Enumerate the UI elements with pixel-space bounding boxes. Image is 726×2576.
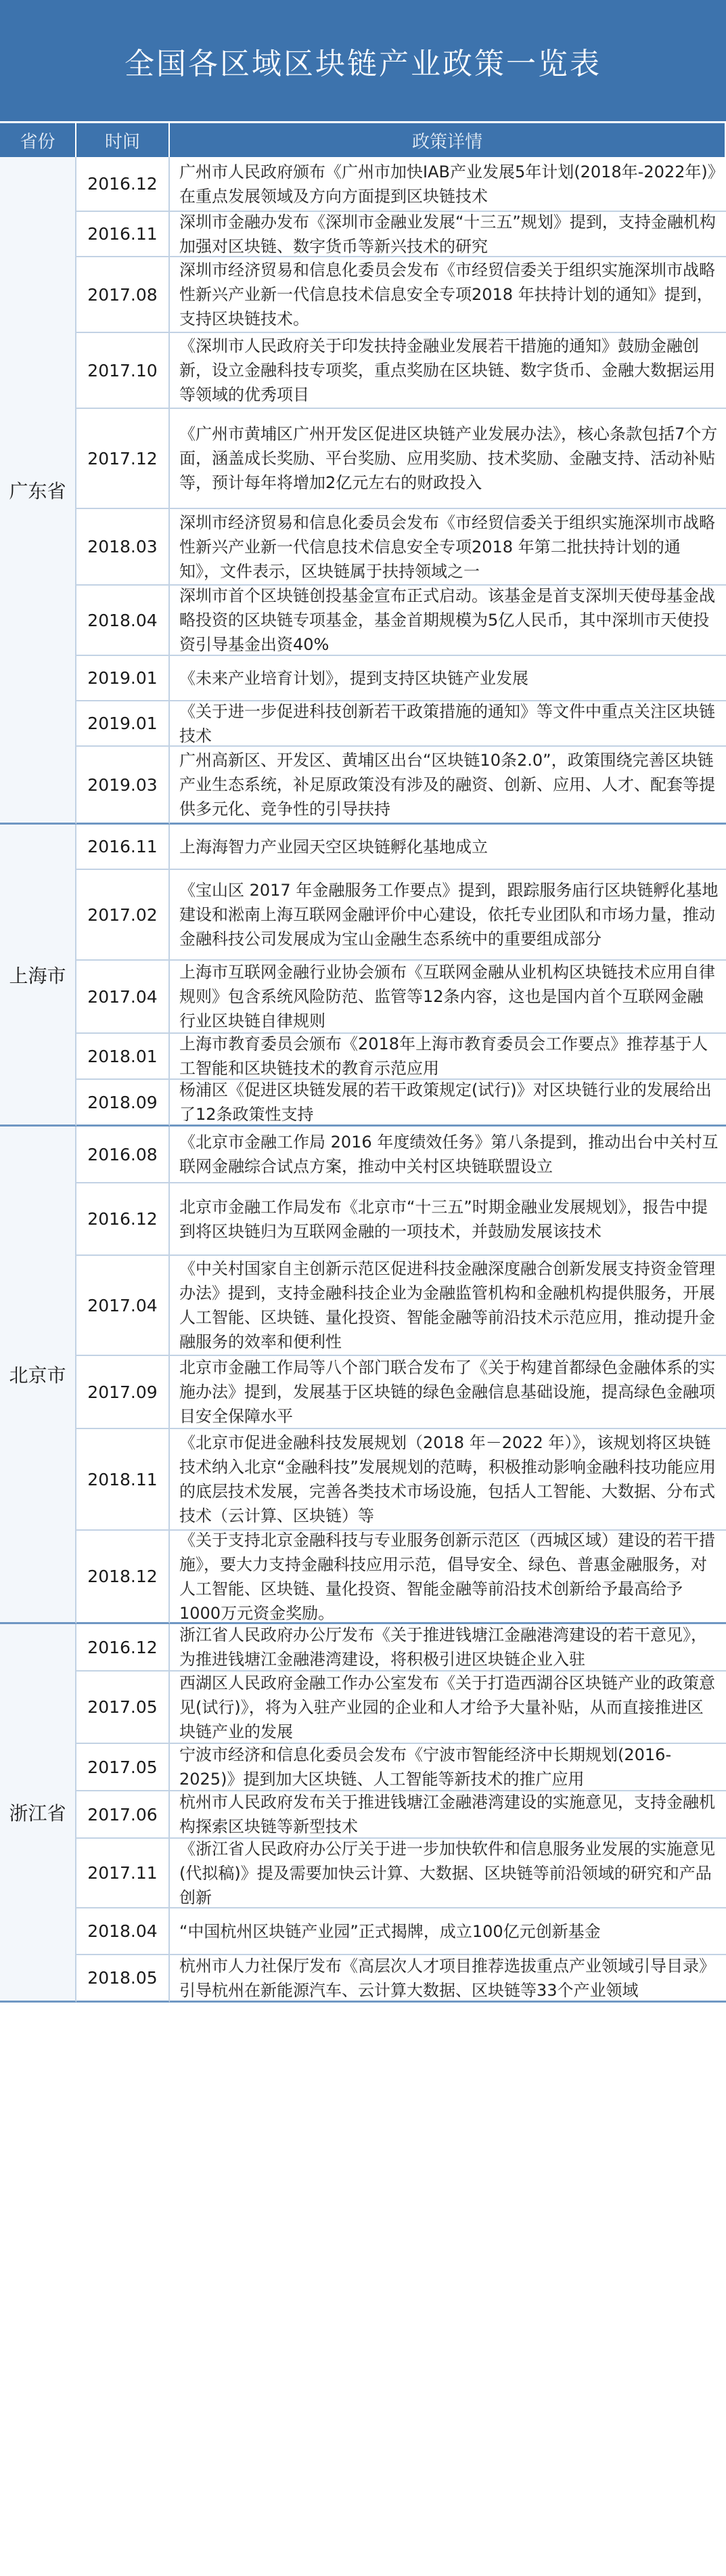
policy-detail-cell	[170, 701, 726, 747]
date-cell: 2017.12	[76, 409, 170, 509]
date-cell: 2016.12	[76, 157, 170, 212]
policy-detail-text: 《深圳市人民政府关于印发扶持金融业发展若干措施的通知》鼓励金融创新，设立金融科技专项奖，重点奖励在区块链、数字货币、金融大数据运用等领域的优秀项目	[179, 336, 715, 404]
date-cell: 2016.08	[76, 1127, 170, 1183]
date-cell: 2018.04	[76, 1908, 170, 1955]
policy-detail-text: “中国杭州区块链产业园”正式揭牌，成立100亿元创新基金	[179, 1921, 601, 1941]
policy-detail-cell	[170, 1791, 726, 1839]
date-cell: 2017.08	[76, 257, 170, 333]
date-cell: 2016.12	[76, 1183, 170, 1256]
policy-detail-text: 广州市人民政府颁布《广州市加快IAB产业发展5年计划(2018年-2022年)》在重点发展领域及方向方面提到区块链技术	[179, 162, 716, 206]
date-cell: 2017.04	[76, 1256, 170, 1356]
policy-detail-cell	[170, 1839, 726, 1908]
policy-detail-text: 《北京市金融工作局 2016 年度绩效任务》第八条提到，推动出台中关村互联网金融综合试点方案，推动中关村区块链联盟设立	[179, 1133, 719, 1176]
policy-detail-text: 《中关村国家自主创新示范区促进科技金融深度融合创新发展支持资金管理办法》提到，支持金融科技企业为金融监管机构和金融机构提供服务，开展人工智能、区块链、量化投资、智能金融等前沿技术示范应用，推动提升金融服务的效率和便利性	[179, 1259, 715, 1351]
policy-detail-text: 《关于进一步促进科技创新若干政策措施的通知》等文件中重点关注区块链技术	[179, 701, 715, 745]
date-cell: 2017.11	[76, 1839, 170, 1908]
policy-detail-text: 《宝山区 2017 年金融服务工作要点》提到，跟踪服务庙行区块链孵化基地建设和淞南上海互联网金融评价中心建设，依托专业团队和市场力量，推动金融科技公司发展成为宝山金融生态系统中的重要组成部分	[179, 881, 719, 948]
policy-detail-text: 深圳市首个区块链创投基金宣布正式启动。该基金是首支深圳天使母基金战略投资的区块链专项基金，基金首期规模为5亿人民币，其中深圳市天使投资引导基金出资40%	[179, 586, 715, 654]
policy-detail-text: 《北京市促进金融科技发展规划（2018 年－2022 年）》，该规划将区块链技术纳入北京“金融科技”发展规划的范畴，积极推动影响金融科技功能应用的底层技术发展，完善各类技术市场设施，包括人工智能、大数据、分布式技术（云计算、区块链）等	[179, 1433, 716, 1525]
policy-detail-text: 广州高新区、开发区、黄埔区出台“区块链10条2.0”，政策围绕完善区块链产业生态系统，补足原政策没有涉及的融资、创新、应用、人才、配套等提供多元化、竞争性的引导扶持	[179, 751, 715, 818]
date-cell: 2017.09	[76, 1356, 170, 1429]
date-cell: 2018.11	[76, 1429, 170, 1531]
policy-detail-text: 杭州市人民政府发布关于推进钱塘江金融港湾建设的实施意见，支持金融机构探索区块链等新型技术	[179, 1793, 715, 1836]
policy-detail-text: 杭州市人力社保厅发布《高层次人才项目推荐选拔重点产业领域引导目录》引导杭州在新能源汽车、云计算大数据、区块链等33个产业领域	[179, 1956, 715, 2000]
policy-detail-text: 上海市互联网金融行业协会颁布《互联网金融从业机构区块链技术应用自律规则》包含系统风险防范、监管等12条内容，这也是国内首个互联网金融行业区块链自律规则	[179, 963, 715, 1030]
policy-detail-text: 北京市金融工作局等八个部门联合发布了《关于构建首都绿色金融体系的实施办法》提到，发展基于区块链的绿色金融信息基础设施，提高绿色金融项目安全保障水平	[179, 1358, 715, 1426]
date-cell: 2019.01	[76, 701, 170, 747]
date-cell: 2017.04	[76, 961, 170, 1034]
policy-detail-cell	[170, 747, 726, 825]
policy-detail-cell	[170, 586, 726, 656]
policy-detail-text: 《未来产业培育计划》，提到支持区块链产业发展	[179, 668, 528, 688]
policy-detail-text: 深圳市经济贸易和信息化委员会发布《市经贸信委关于组织实施深圳市战略性新兴产业新一代信息技术信息安全专项2018 年扶持计划的通知》提到，支持区块链技术。	[179, 261, 715, 328]
date-cell: 2016.11	[76, 212, 170, 257]
date-cell: 2018.12	[76, 1531, 170, 1624]
policy-detail-cell	[170, 870, 726, 961]
date-cell: 2017.10	[76, 333, 170, 409]
policy-detail-cell	[170, 1356, 726, 1429]
policy-detail-cell	[170, 1531, 726, 1624]
page-title-text: 全国各区域区块链产业政策一览表	[124, 46, 602, 81]
policy-detail-cell	[170, 1256, 726, 1356]
province-cell: 北京市	[0, 1127, 76, 1624]
date-cell: 2018.09	[76, 1080, 170, 1127]
policy-detail-cell	[170, 1908, 726, 1955]
page-title	[0, 0, 726, 123]
policy-detail-text: 西湖区人民政府金融工作办公室发布《关于打造西湖谷区块链产业的政策意见(试行)》，将为入驻产业园的企业和人才给予大量补贴，从而直接推进区块链产业的发展	[179, 1673, 715, 1741]
policy-detail-cell	[170, 1744, 726, 1791]
policy-detail-cell	[170, 157, 726, 212]
policy-detail-cell	[170, 1127, 726, 1183]
date-cell: 2017.05	[76, 1672, 170, 1744]
policy-detail-cell	[170, 1183, 726, 1256]
policy-detail-text: 上海海智力产业园天空区块链孵化基地成立	[179, 837, 488, 856]
province-cell: 上海市	[0, 825, 76, 1127]
policy-detail-cell	[170, 656, 726, 701]
date-cell: 2017.05	[76, 1744, 170, 1791]
policy-detail-text: 《关于支持北京金融科技与专业服务创新示范区（西城区域）建设的若干措施》，要大力支持金融科技应用示范，倡导安全、绿色、普惠金融服务，对人工智能、区块链、量化投资、智能金融等前沿技术创新给予最高给予1000万元资金奖励。	[179, 1531, 715, 1623]
date-cell: 2017.02	[76, 870, 170, 961]
date-cell: 2016.12	[76, 1624, 170, 1672]
policy-detail-cell	[170, 825, 726, 870]
policy-detail-cell	[170, 1080, 726, 1127]
date-cell: 2019.01	[76, 656, 170, 701]
header-province: 省份	[0, 123, 76, 157]
policy-detail-cell	[170, 212, 726, 257]
province-cell: 浙江省	[0, 1624, 76, 2003]
date-cell: 2018.03	[76, 509, 170, 586]
policy-detail-text: 浙江省人民政府办公厅发布《关于推进钱塘江金融港湾建设的若干意见》，为推进钱塘江金融港湾建设，将积极引进区块链企业入驻	[179, 1625, 707, 1669]
policy-detail-text: 《浙江省人民政府办公厅关于进一步加快软件和信息服务业发展的实施意见(代拟稿)》提及需要加快云计算、大数据、区块链等前沿领域的研究和产品创新	[179, 1839, 715, 1907]
policy-detail-text: 《广州市黄埔区广州开发区促进区块链产业发展办法》，核心条款包括7个方面，涵盖成长奖励、平台奖励、应用奖励、技术奖励、金融支持、活动补贴等，预计每年将增加2亿元左右的财政投入	[179, 424, 718, 492]
policy-detail-cell	[170, 1429, 726, 1531]
policy-detail-cell	[170, 961, 726, 1034]
policy-detail-cell	[170, 1955, 726, 2003]
policy-detail-cell	[170, 1624, 726, 1672]
policy-detail-text: 杨浦区《促进区块链发展的若干政策规定(试行)》对区块链行业的发展给出了12条政策性支持	[179, 1080, 712, 1124]
province-cell: 广东省	[0, 157, 76, 825]
header-date: 时间	[76, 123, 170, 157]
policy-detail-cell	[170, 1034, 726, 1080]
policy-detail-text: 上海市教育委员会颁布《2018年上海市教育委员会工作要点》推荐基于人工智能和区块链技术的教育示范应用	[179, 1034, 708, 1078]
date-cell: 2019.03	[76, 747, 170, 825]
policy-detail-cell	[170, 1672, 726, 1744]
policy-detail-text: 宁波市经济和信息化委员会发布《宁波市智能经济中长期规划(2016-2025)》提到加大区块链、人工智能等新技术的推广应用	[179, 1745, 672, 1789]
policy-detail-cell	[170, 409, 726, 509]
policy-detail-text: 北京市金融工作局发布《北京市“十三五”时期金融业发展规划》，报告中提到将区块链归为互联网金融的一项技术，并鼓励发展该技术	[179, 1197, 708, 1241]
policy-detail-cell	[170, 509, 726, 586]
policy-table	[0, 123, 726, 2003]
date-cell: 2018.04	[76, 586, 170, 656]
policy-detail-cell	[170, 257, 726, 333]
policy-detail-text: 深圳市经济贸易和信息化委员会发布《市经贸信委关于组织实施深圳市战略性新兴产业新一代信息技术信息安全专项2018 年第二批扶持计划的通知》，文件表示，区块链属于扶持领域之一	[179, 512, 715, 581]
date-cell: 2016.11	[76, 825, 170, 870]
policy-detail-text: 深圳市金融办发布《深圳市金融业发展“十三五”规划》提到，支持金融机构加强对区块链、数字货币等新兴技术的研究	[179, 212, 716, 256]
header-detail: 政策详情	[170, 123, 726, 157]
date-cell: 2018.05	[76, 1955, 170, 2003]
policy-detail-cell	[170, 333, 726, 409]
date-cell: 2018.01	[76, 1034, 170, 1080]
date-cell: 2017.06	[76, 1791, 170, 1839]
